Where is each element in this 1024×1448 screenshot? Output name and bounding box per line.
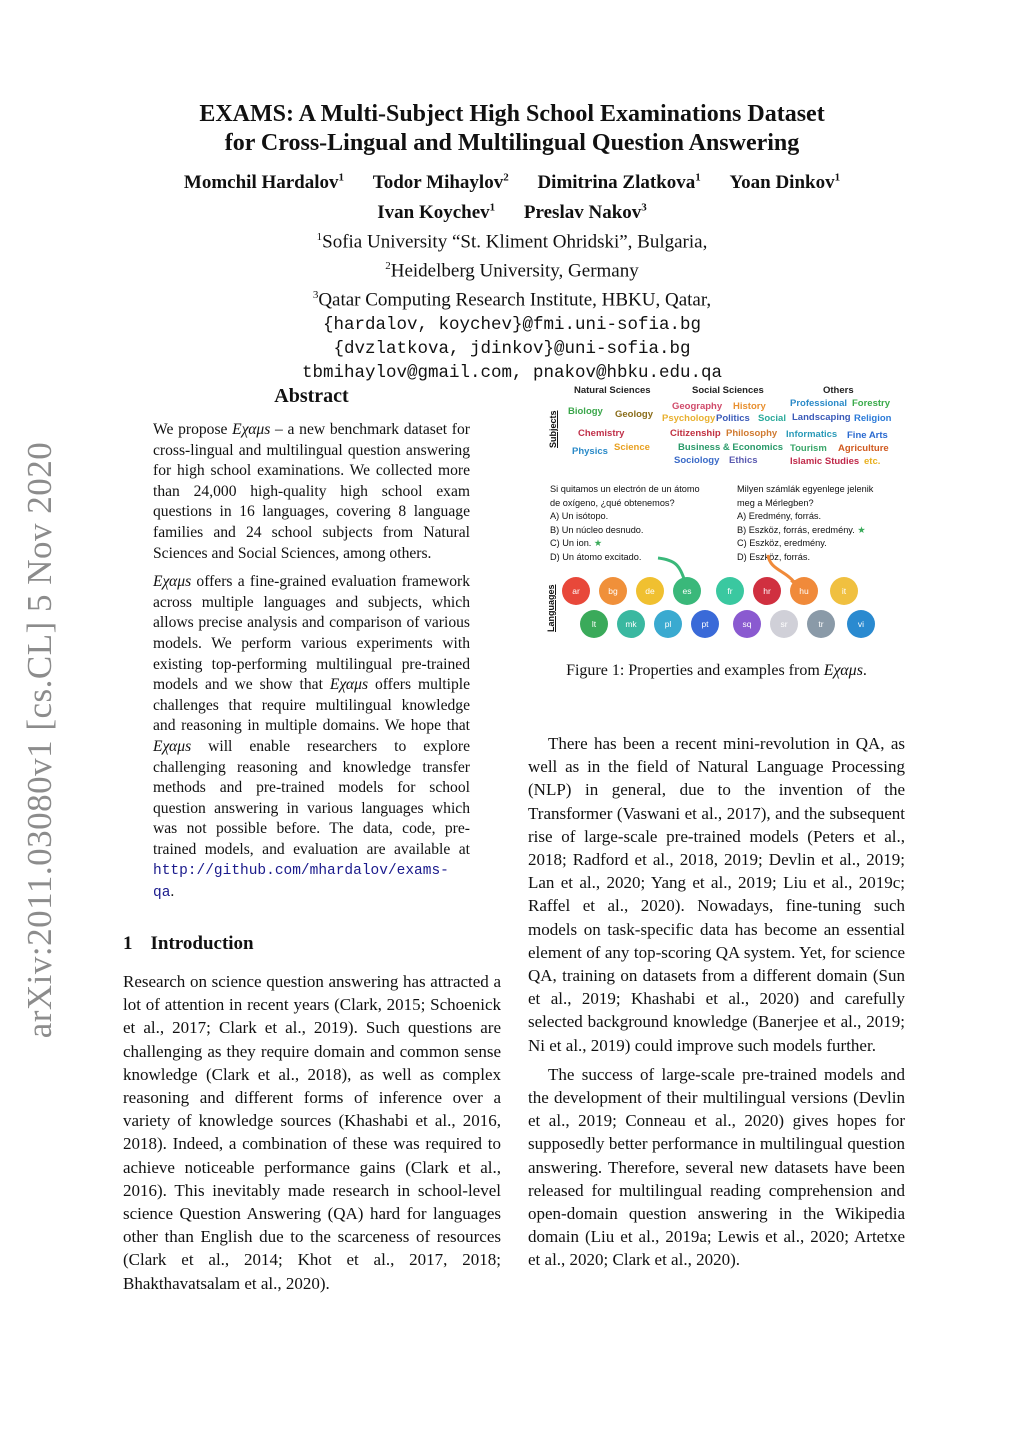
header-social: Social Sciences xyxy=(692,385,764,396)
subject: History xyxy=(733,401,766,412)
subject: Politics xyxy=(716,413,750,424)
header-natural: Natural Sciences xyxy=(574,385,651,396)
abstract-title: Abstract xyxy=(274,385,349,407)
subject: Ethics xyxy=(729,455,758,466)
arxiv-stamp: arXiv:2011.03080v1 [cs.CL] 5 Nov 2020 xyxy=(20,441,59,1039)
subject: Forestry xyxy=(852,398,891,409)
example-question-hu: Milyen számlák egyenlege jelenik meg a Mérlegben? A) Eredmény, forrás. B) Eszköz, forrás, eredmény. ★ C) Eszköz, eredmény. D) Eszköz, forrás. xyxy=(737,484,874,562)
language-bubble: sr xyxy=(770,610,798,638)
language-bubble: tr xyxy=(807,610,835,638)
subject: Geology xyxy=(615,409,654,420)
subject: Agriculture xyxy=(838,443,889,454)
language-bubble: mk xyxy=(617,610,645,638)
language-bubble: it xyxy=(830,577,858,605)
language-bubble: de xyxy=(636,577,664,605)
subject: Chemistry xyxy=(578,428,625,439)
paper-title: EXAMS: A Multi-Subject High School Examinations Dataset for Cross-Lingual and Multilingual Question Answering xyxy=(199,101,825,156)
intro-left-text: Research on science question answering has attracted a lot of attention in recent years (Clark, 2015; Schoenick et al., 2017; Clark et al., 2019). Such questions are challenging as they require domain and common sense knowledge (Clark et al., 2018), as well as complex reasoning and different forms of inference over a variety of knowledge sources (Khashabi et al., 2016, 2018). Indeed, a combination of these was required to achieve noticeable performance gains (Clark et al., 2016). This inevitably made research in school-level science Question Answering (QA) hard for languages other than English due to the scarceness of resources (Clark et al., 2014; Khot et al., 2017, 2018; Bhakthavatsalam et al., 2020). xyxy=(123,972,501,1293)
section-heading: 1 Introduction xyxy=(123,933,254,954)
github-link[interactable]: http://github.com/mhardalov/exams-qa xyxy=(153,863,449,902)
affiliation: $^3$Qatar Computing Research Institute, HBKU, Qatar, xyxy=(312,289,712,311)
language-bubble: ar xyxy=(562,577,590,605)
subject: Biology xyxy=(568,406,603,417)
example-question-es: Si quitamos un electrón de un átomo de oxígeno, ¿qué obtenemos? A) Un isótopo. B) Un núcleo desnudo. C) Un ion. ★ D) Un átomo excitado. xyxy=(550,484,700,562)
language-bubble: hu xyxy=(790,577,818,605)
intro-right-text: There has been a recent mini-revolution in QA, as well as in the field of Natural Language Processing (NLP) in general, due to the invention of the Transformer (Vaswani et al., 2017), and the subsequent rise of large-scale pre-trained models (Peters et al., 2018; Radford et al., 2018, 2019; Devlin et al., 2019; Lan et al., 2020; Yang et al., 2019; Liu et al., 2019c; Raffel et al., 2020). Nowadays, fine-tuning such models on task-specific data has become an essential element of any top-scoring QA system. Yet, for science QA, training on datasets from a different domain (Sun et al., 2019; Khashabi et al., 2020) and carefully selected background knowledge (Banerjee et al., 2019; Ni et al., 2019) could improve such models further. The success of large-scale pre-trained models and the development of their multilingual versions (Devlin et al., 2019; Conneau et al., 2020) gives hopes for supposedly better performance in multilingual question answering. Therefore, several new datasets have been released for multilingual reading comprehension and open-domain question answering in the Wikipedia domain (Liu et al., 2019a; Lewis et al., 2020; Artetxe et al., 2020; Clark et al., 2020). xyxy=(528,734,905,1270)
author: Preslav Nakov$^3$ xyxy=(523,201,647,223)
subject: Professional xyxy=(790,398,848,409)
subject: etc. xyxy=(864,456,881,467)
language-bubble: sq xyxy=(733,610,761,638)
subjects-label: Subjects xyxy=(548,410,558,448)
language-bubble: vi xyxy=(847,610,875,638)
header-others: Others xyxy=(823,385,854,396)
subject: Sociology xyxy=(674,455,720,466)
star-icon: ★ xyxy=(593,538,603,548)
author: Todor Mihaylov$^2$ xyxy=(372,172,509,194)
star-icon: ★ xyxy=(857,524,866,535)
author: Momchil Hardalov$^1$ xyxy=(183,172,345,194)
email-line: {dvzlatkova, jdinkov}@uni-sofia.bg xyxy=(333,338,691,359)
language-bubble: pl xyxy=(654,610,682,638)
subject: Psychology xyxy=(662,413,716,424)
subject: Philosophy xyxy=(726,428,778,439)
affiliation: $^1$Sofia University “St. Kliment Ohridski”, Bulgaria, xyxy=(316,230,708,252)
figure-caption: Figure 1: Properties and examples from Eχαμs. xyxy=(566,662,867,679)
subject: Landscaping xyxy=(792,412,851,423)
subject: Fine Arts xyxy=(847,430,888,441)
language-bubble: fr xyxy=(716,577,744,605)
subject: Tourism xyxy=(790,443,827,454)
language-bubble: pt xyxy=(691,610,719,638)
author: Dimitrina Zlatkova$^1$ xyxy=(537,172,701,194)
subject: Citizenship xyxy=(670,428,721,439)
abstract-paragraph-1: We propose Eχαμs – a new benchmark dataset for cross-lingual and multilingual question answering for high school examinations. We collected more than 24,000 high-quality high school exam questions in 16 languages, covering 8 language families and 24 school subjects from Natural Sciences and Social Sciences, among others. Eχαμs offers a fine-grained evaluation framework across multiple languages and subjects, which allows precise analysis and comparison of various models. We perform various experiments with existing top-performing multilingual pre-trained models and we show that Eχαμs offers multiple challenges that require multilingual knowledge and reasoning in multiple domains. We hope that Eχαμs will enable researchers to explore challenging reasoning and knowledge transfer methods and pre-trained models for school question answering in various languages which was not possible before. The data, code, pre-trained models, and evaluation are available at http://github.com/mhardalov/exams-qa. xyxy=(153,421,470,902)
paper-header xyxy=(0,100,1024,385)
language-bubble: lt xyxy=(580,610,608,638)
subject: Geography xyxy=(672,401,723,412)
author-list xyxy=(0,166,1024,225)
affiliation: $^2$Heidelberg University, Germany xyxy=(385,259,639,282)
language-bubble: es xyxy=(673,577,701,605)
languages-label: Languages xyxy=(546,584,556,632)
subject: Religion xyxy=(854,413,892,424)
author: Ivan Koychev$^1$ xyxy=(377,201,496,223)
subject: Business & Economics xyxy=(678,442,784,453)
language-bubble: bg xyxy=(599,577,627,605)
figure-1 xyxy=(540,380,900,640)
subject: Informatics xyxy=(786,429,838,440)
email-line: {hardalov, koychev}@fmi.uni-sofia.bg xyxy=(322,314,702,335)
language-bubble: hr xyxy=(753,577,781,605)
subject: Physics xyxy=(572,446,608,457)
subject: Social xyxy=(758,413,786,424)
subject: Science xyxy=(614,442,650,453)
email-line: tbmihaylov@gmail.com, pnakov@hbku.edu.qa xyxy=(301,362,723,383)
subject: Islamic Studies xyxy=(790,456,860,467)
author: Yoan Dinkov$^1$ xyxy=(729,172,841,194)
